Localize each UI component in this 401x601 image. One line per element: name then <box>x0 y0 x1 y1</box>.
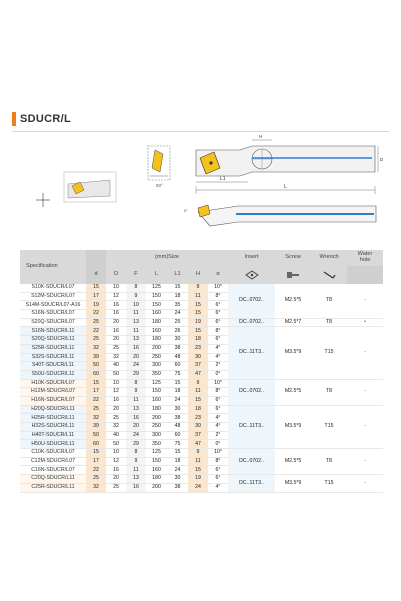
cell-D: 12 <box>106 457 126 466</box>
angle-label: 93° <box>156 183 163 188</box>
cell-L1: 25 <box>167 318 188 327</box>
cell-D: 16 <box>106 310 126 319</box>
cell-d: 50 <box>86 431 106 440</box>
model: H25R-SDUCR/L11 <box>20 414 86 423</box>
header-wrench: Wrench <box>311 250 347 266</box>
cell-F: 16 <box>126 483 146 492</box>
cell-F: 9 <box>126 292 146 301</box>
cell-d: 25 <box>86 336 106 345</box>
cell-screw: M3.5*9 <box>275 475 311 492</box>
cell-L: 200 <box>146 414 167 423</box>
cell-L: 150 <box>146 292 167 301</box>
model: S32S-SDUCR/L11 <box>20 353 86 362</box>
cell-L1: 18 <box>167 388 188 397</box>
cell-L: 180 <box>146 405 167 414</box>
cell-H: 47 <box>188 440 208 449</box>
cell-D: 32 <box>106 423 126 432</box>
header-specification: Specification <box>20 250 86 284</box>
header-F: F <box>126 266 146 284</box>
cell-L1: 15 <box>167 379 188 388</box>
rhombus-insert-icon <box>228 266 275 284</box>
cell-L1: 48 <box>167 353 188 362</box>
cell-D: 25 <box>106 483 126 492</box>
model: C25R-SDUCR/L11 <box>20 483 86 492</box>
cell-L: 150 <box>146 388 167 397</box>
header-size: (mm)Size <box>106 250 228 266</box>
length-label: L <box>284 184 287 190</box>
model: H50U-SDUCR/L11 <box>20 440 86 449</box>
model: H40T-SDUCR/L11 <box>20 431 86 440</box>
cell-d: 50 <box>86 362 106 371</box>
cell-D: 40 <box>106 362 126 371</box>
cell-d: 15 <box>86 449 106 458</box>
cell-wrench: T8 <box>311 379 347 405</box>
cell-L1: 75 <box>167 440 188 449</box>
cell-L1: 60 <box>167 362 188 371</box>
cell-L1: 24 <box>167 396 188 405</box>
cell-L: 160 <box>146 466 167 475</box>
cell-F: 11 <box>126 396 146 405</box>
cell-H: 11 <box>188 388 208 397</box>
cell-D: 12 <box>106 388 126 397</box>
cell-L: 125 <box>146 449 167 458</box>
side-tool-view <box>184 205 376 226</box>
cell-D: 16 <box>106 466 126 475</box>
cell-L: 150 <box>146 301 167 310</box>
cell-d: 32 <box>86 344 106 353</box>
header-insert: Insert <box>228 250 275 266</box>
model: S25R-SDUCR/L11 <box>20 344 86 353</box>
angle-label-2: 0° <box>184 208 188 213</box>
cell-L1: 48 <box>167 423 188 432</box>
model: H12M-SDUCR/L07 <box>20 388 86 397</box>
cell-water: - <box>347 379 383 405</box>
cell-L1: 24 <box>167 466 188 475</box>
cell-F: 8 <box>126 284 146 292</box>
cell-H: 23 <box>188 414 208 423</box>
cell-L1: 75 <box>167 370 188 379</box>
cell-angle: 4° <box>208 353 228 362</box>
table-row <box>20 327 383 336</box>
cell-wrench: T8 <box>311 284 347 318</box>
cell-angle: 4° <box>208 483 228 492</box>
cell-d: 60 <box>86 370 106 379</box>
cell-angle: 6° <box>208 475 228 484</box>
cell-F: 13 <box>126 336 146 345</box>
cell-L: 125 <box>146 284 167 292</box>
header-water-line1: Water <box>357 251 373 258</box>
cell-D: 16 <box>106 327 126 336</box>
cell-H: 37 <box>188 431 208 440</box>
header-angle: α <box>208 266 228 284</box>
wrench-icon <box>311 266 347 284</box>
cell-d: 22 <box>86 396 106 405</box>
cell-F: 13 <box>126 405 146 414</box>
model: H16N-SDUCR/L07 <box>20 396 86 405</box>
cell-F: 11 <box>126 327 146 336</box>
cell-wrench: T8 <box>311 318 347 327</box>
cell-L: 160 <box>146 327 167 336</box>
heading-accent-bar <box>12 112 16 126</box>
cell-angle: 10° <box>208 449 228 458</box>
cell-angle: 6° <box>208 396 228 405</box>
model: C16N-SDUCR/L07 <box>20 466 86 475</box>
cell-angle: 6° <box>208 405 228 414</box>
cell-angle: 2° <box>208 431 228 440</box>
table-row <box>20 318 383 327</box>
cell-angle: 6° <box>208 336 228 345</box>
cell-insert: DC..0702.. <box>228 449 275 475</box>
cell-wrench: T15 <box>311 405 347 448</box>
cell-H: 18 <box>188 336 208 345</box>
cell-L1: 18 <box>167 457 188 466</box>
cell-F: 16 <box>126 414 146 423</box>
cell-D: 25 <box>106 414 126 423</box>
cell-L1: 60 <box>167 431 188 440</box>
cell-angle: 8° <box>208 292 228 301</box>
cell-H: 24 <box>188 483 208 492</box>
cell-F: 13 <box>126 318 146 327</box>
cell-d: 60 <box>86 440 106 449</box>
cell-H: 9 <box>188 284 208 292</box>
insert-3d-view <box>64 172 116 202</box>
cell-L: 180 <box>146 336 167 345</box>
main-tool-view <box>196 134 384 194</box>
cell-L: 200 <box>146 483 167 492</box>
header-D: D <box>106 266 126 284</box>
cell-D: 50 <box>106 370 126 379</box>
table-row <box>20 475 383 484</box>
cell-L: 250 <box>146 353 167 362</box>
cell-d: 25 <box>86 318 106 327</box>
cell-d: 17 <box>86 457 106 466</box>
header-water-line2: hole <box>359 257 371 263</box>
cell-d: 19 <box>86 301 106 310</box>
cell-L1: 35 <box>167 301 188 310</box>
cell-water: - <box>347 405 383 448</box>
table-row <box>20 284 383 292</box>
cell-insert: DC..11T3.. <box>228 405 275 448</box>
screw-icon <box>275 266 311 284</box>
cell-D: 20 <box>106 318 126 327</box>
cell-L: 200 <box>146 344 167 353</box>
model: S12M-SDUCR/L07 <box>20 292 86 301</box>
cell-insert: DC..0702.. <box>228 379 275 405</box>
diameter-label: D <box>380 157 384 162</box>
cell-insert: DC..0702.. <box>228 318 275 327</box>
cell-H: 18 <box>188 405 208 414</box>
cell-L: 300 <box>146 431 167 440</box>
cell-H: 19 <box>188 475 208 484</box>
header-L: L <box>146 266 167 284</box>
h-label: H <box>259 134 263 139</box>
cell-d: 25 <box>86 405 106 414</box>
cell-D: 20 <box>106 475 126 484</box>
cell-H: 15 <box>188 466 208 475</box>
cell-H: 15 <box>188 310 208 319</box>
cell-F: 10 <box>126 301 146 310</box>
cell-F: 9 <box>126 457 146 466</box>
model: S16N-SDUCR/L07 <box>20 310 86 319</box>
cell-angle: 0° <box>208 440 228 449</box>
cell-D: 12 <box>106 292 126 301</box>
model: H32S-SDUCR/L11 <box>20 423 86 432</box>
header-d: d <box>86 266 106 284</box>
cell-angle: 6° <box>208 318 228 327</box>
cell-water: - <box>347 284 383 318</box>
model: H20Q-SDUCR/L11 <box>20 405 86 414</box>
cell-F: 24 <box>126 431 146 440</box>
cell-H: 11 <box>188 457 208 466</box>
cell-F: 20 <box>126 353 146 362</box>
cell-D: 32 <box>106 353 126 362</box>
model: C10K-SDUCR/L07 <box>20 449 86 458</box>
cell-F: 8 <box>126 379 146 388</box>
model: S20Q-SDUCR/L11 <box>20 336 86 345</box>
cell-L1: 30 <box>167 475 188 484</box>
table-row <box>20 379 383 388</box>
cell-F: 20 <box>126 423 146 432</box>
cell-angle: 8° <box>208 327 228 336</box>
model: C12M-SDUCR/L07 <box>20 457 86 466</box>
cell-F: 11 <box>126 466 146 475</box>
cell-D: 40 <box>106 431 126 440</box>
cell-d: 39 <box>86 423 106 432</box>
cell-L: 180 <box>146 475 167 484</box>
cell-wrench: T15 <box>311 327 347 379</box>
cell-L1: 18 <box>167 292 188 301</box>
table-row <box>20 449 383 458</box>
model: S10K-SDUCR/L07 <box>20 284 86 292</box>
cell-L1: 26 <box>167 327 188 336</box>
cell-water: - <box>347 449 383 475</box>
section-heading <box>12 112 71 126</box>
header-H: H <box>188 266 208 284</box>
cell-d: 32 <box>86 414 106 423</box>
cell-angle: 2° <box>208 362 228 371</box>
cell-d: 25 <box>86 475 106 484</box>
model: S14M-SDUCR/L07-A16 <box>20 301 86 310</box>
tool-drawing <box>0 130 401 245</box>
cell-H: 11 <box>188 292 208 301</box>
tool-head-detail <box>148 146 170 188</box>
cell-D: 10 <box>106 284 126 292</box>
cell-d: 39 <box>86 353 106 362</box>
cell-F: 24 <box>126 362 146 371</box>
cell-L: 160 <box>146 396 167 405</box>
cell-L1: 15 <box>167 449 188 458</box>
cell-water: - <box>347 475 383 492</box>
cell-L1: 15 <box>167 284 188 292</box>
header-L1: L1 <box>167 266 188 284</box>
cell-L1: 30 <box>167 336 188 345</box>
model: S16N-SDUCR/L11 <box>20 327 86 336</box>
cell-D: 16 <box>106 301 126 310</box>
cell-H: 23 <box>188 344 208 353</box>
model: C20Q-SDUCR/L11 <box>20 475 86 484</box>
model: S20Q-SDUCR/L07 <box>20 318 86 327</box>
spec-table-body <box>20 284 383 492</box>
cell-L1: 38 <box>167 344 188 353</box>
l1-label: L1 <box>220 176 226 182</box>
cell-d: 22 <box>86 327 106 336</box>
cell-screw: M3.5*9 <box>275 405 311 448</box>
cell-F: 8 <box>126 449 146 458</box>
page-title: SDUCR/L <box>20 113 71 125</box>
cell-H: 30 <box>188 353 208 362</box>
cell-angle: 6° <box>208 310 228 319</box>
cell-screw: M2.5*5 <box>275 284 311 318</box>
cell-d: 15 <box>86 284 106 292</box>
cell-H: 30 <box>188 423 208 432</box>
cell-d: 17 <box>86 292 106 301</box>
cell-screw: M2.5*5 <box>275 379 311 405</box>
table-row <box>20 405 383 414</box>
cell-D: 25 <box>106 344 126 353</box>
cell-H: 9 <box>188 379 208 388</box>
cell-angle: 8° <box>208 388 228 397</box>
cell-L: 350 <box>146 440 167 449</box>
cell-angle: 4° <box>208 414 228 423</box>
cell-screw: M2.5*7 <box>275 318 311 327</box>
cell-F: 13 <box>126 475 146 484</box>
cell-angle: 8° <box>208 457 228 466</box>
spec-table <box>20 250 383 493</box>
cell-d: 22 <box>86 466 106 475</box>
cell-insert: DC..0702.. <box>228 284 275 318</box>
cell-D: 20 <box>106 336 126 345</box>
cell-H: 37 <box>188 362 208 371</box>
cell-screw: M2.5*5 <box>275 449 311 475</box>
cell-F: 29 <box>126 440 146 449</box>
cell-L1: 38 <box>167 483 188 492</box>
cell-H: 15 <box>188 396 208 405</box>
cell-F: 9 <box>126 388 146 397</box>
cell-H: 19 <box>188 318 208 327</box>
cell-D: 50 <box>106 440 126 449</box>
cell-F: 29 <box>126 370 146 379</box>
cell-D: 10 <box>106 379 126 388</box>
cell-H: 15 <box>188 301 208 310</box>
model: S40T-SDUCR/L11 <box>20 362 86 371</box>
cell-F: 16 <box>126 344 146 353</box>
cell-d: 17 <box>86 388 106 397</box>
orientation-cross-icon <box>36 193 50 207</box>
cell-insert: DC..11T3.. <box>228 327 275 379</box>
cell-water: • <box>347 318 383 327</box>
header-water <box>347 250 383 266</box>
cell-D: 20 <box>106 405 126 414</box>
cell-water: - <box>347 327 383 379</box>
model: S50U-SDUCR/L11 <box>20 370 86 379</box>
cell-L: 160 <box>146 310 167 319</box>
cell-wrench: T15 <box>311 475 347 492</box>
cell-angle: 4° <box>208 423 228 432</box>
cell-H: 9 <box>188 449 208 458</box>
cell-L: 300 <box>146 362 167 371</box>
cell-angle: 6° <box>208 301 228 310</box>
cell-L: 250 <box>146 423 167 432</box>
cell-angle: 6° <box>208 466 228 475</box>
cell-wrench: T8 <box>311 449 347 475</box>
cell-L: 150 <box>146 457 167 466</box>
cell-angle: 0° <box>208 370 228 379</box>
cell-L: 350 <box>146 370 167 379</box>
cell-H: 47 <box>188 370 208 379</box>
cell-L1: 30 <box>167 405 188 414</box>
cell-L: 180 <box>146 318 167 327</box>
cell-d: 22 <box>86 310 106 319</box>
cell-L1: 38 <box>167 414 188 423</box>
cell-L: 125 <box>146 379 167 388</box>
cell-insert: DC..11T3.. <box>228 475 275 492</box>
cell-angle: 4° <box>208 344 228 353</box>
cell-F: 11 <box>126 310 146 319</box>
cell-screw: M3.5*9 <box>275 327 311 379</box>
cell-L1: 24 <box>167 310 188 319</box>
cell-D: 10 <box>106 449 126 458</box>
cell-d: 32 <box>86 483 106 492</box>
model: H10K-SDUCR/L07 <box>20 379 86 388</box>
cell-d: 15 <box>86 379 106 388</box>
cell-D: 16 <box>106 396 126 405</box>
cell-angle: 10° <box>208 284 228 292</box>
header-screw: Screw <box>275 250 311 266</box>
cell-H: 15 <box>188 327 208 336</box>
cell-angle: 10° <box>208 379 228 388</box>
